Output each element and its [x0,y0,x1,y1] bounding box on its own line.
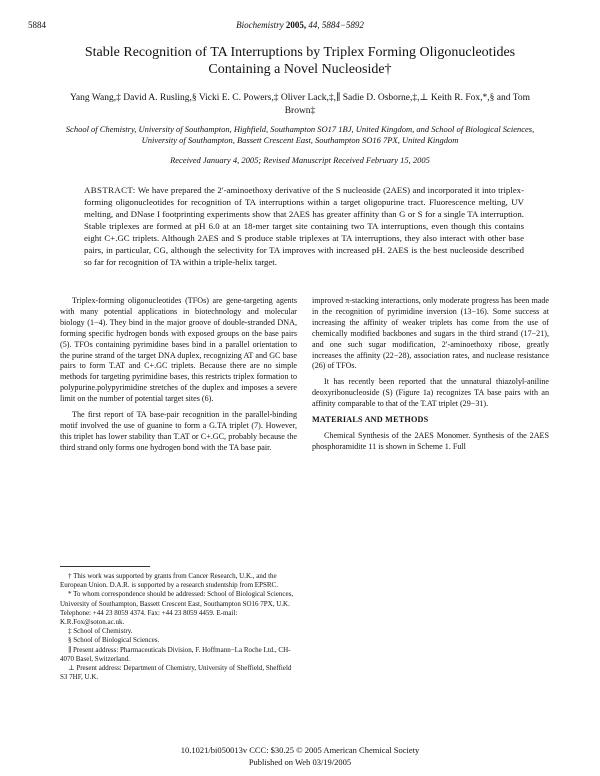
doi-line: 10.1021/bi050013v CCC: $30.25 © 2005 American Chemical Society [180,745,420,755]
footnote: ∥ Present address: Pharmaceuticals Division, F. Hoffmann−La Roche Ltd., CH-4070 Basel, Switzerland. [60,645,291,663]
abstract-text: We have prepared the 2′-aminoethoxy derivative of the S nucleoside (2AES) and incorporated it into triplex-forming oligonucleotides for recognition of TA interruptions within a target oligopurine tract. Fluorescence melting, UV melting, and DNase I footprinting experiments show that 2AES has greater affinity than G or S for a single TA interruption. Stable triplexes are formed at pH 6.0 at an 18-mer target site containing two TA interruptions, even though this contains eight C+.GC triplets. Although 2AES and S produce stable triplexes at TA interruptions, they also interact with other base pairs, in particular, CG, although the selectivity for TA improves with increased pH. 2AES is the best nucleoside described so far for recognition of TA within a triple-helix target. [84,185,524,267]
footnote: † This work was supported by grants from Cancer Research, U.K., and the European Union. D.A.R. is supported by a research studentship from EPSRC. [60,572,278,590]
paragraph: Chemical Synthesis of the 2AES Monomer. Synthesis of the 2AES phosphoramidite 11 is shown in Scheme 1. Full [312,430,549,451]
section-heading: MATERIALS AND METHODS [312,415,429,425]
article-title: Stable Recognition of TA Interruptions by Triplex Forming Oligonucleotides Containing a Novel Nucleoside† [84,45,516,77]
affiliations: School of Chemistry, University of Southampton, Highfield, Southampton SO17 1BJ, United Kingdom, and School of Biological Sciences, University of Southampton, Bassett Crescent East, Southampton SO16 7PX, United Kingdom [65,124,535,145]
received-dates: Received January 4, 2005; Revised Manuscript Received February 15, 2005 [170,155,430,165]
author-list: Yang Wang,‡ David A. Rusling,§ Vicki E. C. Powers,‡ Oliver Lack,‡,∥ Sadie D. Osborne,‡,⊥ Keith R. Fox,*,§ and Tom Brown‡ [70,93,530,116]
footnote: ‡ School of Chemistry. [68,627,133,636]
footnote: * To whom correspondence should be addressed: School of Biological Sciences, University of Southampton, Bassett Crescent East, Southampton SO16 7PX, U.K. Telephone: +44 23 8059 4374. Fax: +44 23 8059 4459. E-mail: K.R.Fox@soton.ac.uk. [60,590,294,627]
journal-header [0,20,600,30]
journal-name: Biochemistry [236,20,284,30]
journal-volume-pages: 44, 5884−5892 [308,20,364,30]
footnote: ⊥ Present address: Department of Chemistry, University of Sheffield, Sheffield S3 7HF, U.K. [60,664,292,682]
abstract [84,184,524,268]
published-line: Published on Web 03/19/2005 [248,757,352,767]
journal-year: 2005, [285,20,307,30]
page-number: 5884 [28,20,46,30]
paragraph: Triplex-forming oligonucleotides (TFOs) are gene-targeting agents with many potential applications in biotechnology and molecular biology (1−4). They bind in the major groove of double-stranded DNA, forming specific hydrogen bonds with exposed groups on the base pairs (5). TFOs containing pyrimidine bases bind in a parallel orientation to the purine strand of the target DNA duplex, recognizing AT and GC base pairs to form T.AT and C+.GC triplets. Because there are no simple methods for targeting pyrimidine bases, this restricts triplex formation to polypurine.polypyrimidine stretches of the duplex and imposes a severe limit on the number of potential target sites (6). [60,296,297,404]
footnotes [60,572,297,682]
footnote-divider [60,566,150,567]
paragraph: It has recently been reported that the unnatural thiazolyl-aniline deoxyribonucleoside (S) (Figure 1a) recognizes TA base pairs with an affinity comparable to that of the T.AT triplet (29−31). [312,377,549,409]
paragraph: improved π-stacking interactions, only moderate progress has been made in the recognition of pyrimidine inversion (13−16). Some success at increasing the affinity of weaker triplets has come from the use of chemically modified backbones and sugars in the third strand (17−21), and one such sugar modification, 2′-aminoethoxy ribose, greatly increases the affinity (22−28), association rates, and nuclease resistance (26) of TFOs. [312,296,549,371]
abstract-label: ABSTRACT: [84,185,136,195]
body-column-right [312,296,549,768]
paragraph: The first report of TA base-pair recognition in the parallel-binding motif involved the use of guanine to form a G.TA triplet (7). However, this triplet has lower stability than T.AT or C+.GC, probably because the third strand only forms one hydrogen bond with the TA base pair. [60,410,297,452]
footnote: § School of Biological Sciences. [68,636,160,645]
body-column-left [60,296,297,560]
